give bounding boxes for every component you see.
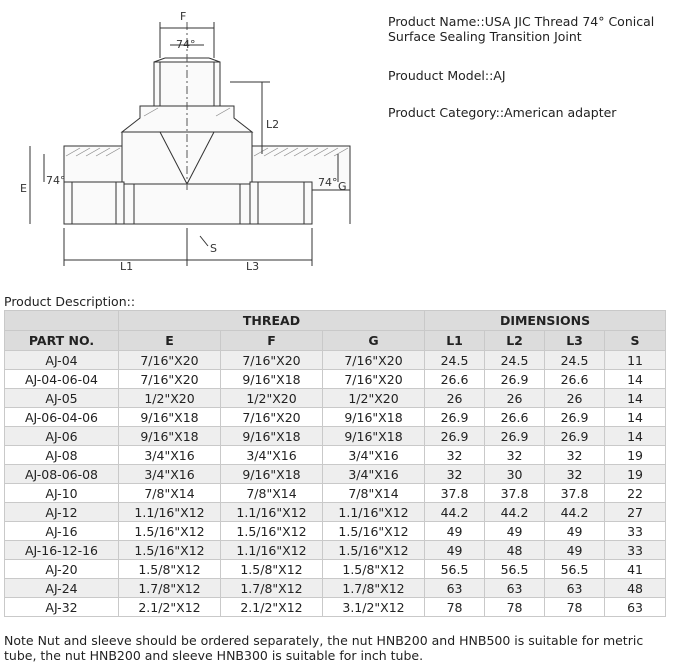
table-cell: AJ-04-06-04 bbox=[5, 370, 119, 389]
table-cell: 63 bbox=[605, 598, 666, 617]
table-cell: 7/8"X14 bbox=[119, 484, 221, 503]
table-cell: 27 bbox=[605, 503, 666, 522]
table-cell: 1.5/16"X12 bbox=[119, 541, 221, 560]
dim-g-label: G bbox=[338, 180, 347, 193]
table-cell: 49 bbox=[425, 541, 485, 560]
table-cell: 48 bbox=[605, 579, 666, 598]
table-cell: 3/4"X16 bbox=[323, 465, 425, 484]
table-row bbox=[5, 370, 666, 389]
table-row bbox=[5, 427, 666, 446]
table-cell: 26.9 bbox=[545, 427, 605, 446]
table-cell: 14 bbox=[605, 408, 666, 427]
table-cell: 9/16"X18 bbox=[221, 465, 323, 484]
product-name-line1: Product Name::USA JIC Thread 74° Conical bbox=[388, 14, 655, 29]
table-cell: 9/16"X18 bbox=[323, 408, 425, 427]
column-header-row bbox=[5, 331, 666, 351]
table-cell: 7/16"X20 bbox=[119, 351, 221, 370]
table-cell: 63 bbox=[425, 579, 485, 598]
table-cell: 44.2 bbox=[485, 503, 545, 522]
table-cell: 32 bbox=[425, 446, 485, 465]
column-header: E bbox=[119, 331, 221, 351]
table-cell: 3.1/2"X12 bbox=[323, 598, 425, 617]
table-cell: 78 bbox=[545, 598, 605, 617]
table-cell: 32 bbox=[425, 465, 485, 484]
ordering-note: Note Nut and sleeve should be ordered separately, the nut HNB200 and HNB500 is suitable for metric tube, the nut HNB200 and sleeve HNB300 is suitable for inch tube. bbox=[4, 633, 644, 663]
table-cell: 7/16"X20 bbox=[323, 351, 425, 370]
table-cell: 33 bbox=[605, 541, 666, 560]
table-cell: 26.6 bbox=[425, 370, 485, 389]
table-cell: 49 bbox=[485, 522, 545, 541]
table-cell: 26 bbox=[425, 389, 485, 408]
fitting-technical-drawing bbox=[0, 0, 372, 290]
table-cell: AJ-06 bbox=[5, 427, 119, 446]
product-model: Prouduct Model::AJ bbox=[388, 68, 506, 83]
angle-left-label: 74° bbox=[46, 174, 66, 187]
table-cell: 26.9 bbox=[425, 408, 485, 427]
table-cell: AJ-05 bbox=[5, 389, 119, 408]
spec-table bbox=[4, 310, 666, 617]
table-cell: 26.9 bbox=[545, 408, 605, 427]
table-cell: 63 bbox=[545, 579, 605, 598]
table-cell: 32 bbox=[545, 446, 605, 465]
table-cell: 1.1/16"X12 bbox=[119, 503, 221, 522]
table-cell: 26.9 bbox=[425, 427, 485, 446]
table-cell: AJ-24 bbox=[5, 579, 119, 598]
table-cell: 78 bbox=[425, 598, 485, 617]
table-cell: 14 bbox=[605, 427, 666, 446]
table-cell: 19 bbox=[605, 465, 666, 484]
table-cell: 1.5/8"X12 bbox=[323, 560, 425, 579]
angle-top-label: 74° bbox=[176, 38, 196, 51]
table-cell: 11 bbox=[605, 351, 666, 370]
table-cell: 26.6 bbox=[485, 408, 545, 427]
column-header: L3 bbox=[545, 331, 605, 351]
dim-l2-label: L2 bbox=[266, 118, 280, 131]
table-cell: 9/16"X18 bbox=[221, 427, 323, 446]
table-cell: 1/2"X20 bbox=[323, 389, 425, 408]
table-cell: 1.7/8"X12 bbox=[323, 579, 425, 598]
table-cell: 1.5/16"X12 bbox=[221, 522, 323, 541]
table-cell: 1.7/8"X12 bbox=[119, 579, 221, 598]
column-header: S bbox=[605, 331, 666, 351]
table-cell: AJ-12 bbox=[5, 503, 119, 522]
product-description-label: Product Description:: bbox=[4, 294, 136, 309]
table-cell: 49 bbox=[545, 522, 605, 541]
table-cell: 1.7/8"X12 bbox=[221, 579, 323, 598]
table-cell: 78 bbox=[485, 598, 545, 617]
table-cell: 1.5/16"X12 bbox=[323, 522, 425, 541]
table-cell: 3/4"X16 bbox=[323, 446, 425, 465]
table-cell: 32 bbox=[545, 465, 605, 484]
table-cell: 56.5 bbox=[545, 560, 605, 579]
table-cell: 9/16"X18 bbox=[119, 408, 221, 427]
angle-right-label: 74° bbox=[318, 176, 338, 189]
table-cell: 7/16"X20 bbox=[119, 370, 221, 389]
table-cell: AJ-16 bbox=[5, 522, 119, 541]
table-cell: 14 bbox=[605, 389, 666, 408]
table-cell: 1.5/8"X12 bbox=[119, 560, 221, 579]
dim-l1-label: L1 bbox=[120, 260, 134, 273]
table-cell: 3/4"X16 bbox=[119, 465, 221, 484]
product-name-line2: Surface Sealing Transition Joint bbox=[388, 29, 582, 44]
table-cell: 7/8"X14 bbox=[221, 484, 323, 503]
table-cell: 7/16"X20 bbox=[323, 370, 425, 389]
table-cell: 37.8 bbox=[485, 484, 545, 503]
table-cell: 41 bbox=[605, 560, 666, 579]
column-header: L2 bbox=[485, 331, 545, 351]
table-cell: 49 bbox=[425, 522, 485, 541]
table-cell: 26 bbox=[545, 389, 605, 408]
table-row bbox=[5, 541, 666, 560]
table-row bbox=[5, 351, 666, 370]
table-cell: 24.5 bbox=[545, 351, 605, 370]
table-row bbox=[5, 446, 666, 465]
table-cell: 32 bbox=[485, 446, 545, 465]
table-cell: 30 bbox=[485, 465, 545, 484]
table-row bbox=[5, 484, 666, 503]
column-header: PART NO. bbox=[5, 331, 119, 351]
table-cell: 7/16"X20 bbox=[221, 351, 323, 370]
table-cell: 37.8 bbox=[425, 484, 485, 503]
table-cell: 26.6 bbox=[545, 370, 605, 389]
table-cell: 1/2"X20 bbox=[221, 389, 323, 408]
table-cell: 24.5 bbox=[425, 351, 485, 370]
table-cell: 48 bbox=[485, 541, 545, 560]
table-cell: 1.5/8"X12 bbox=[221, 560, 323, 579]
table-row bbox=[5, 579, 666, 598]
table-cell: 2.1/2"X12 bbox=[221, 598, 323, 617]
table-cell: 1.1/16"X12 bbox=[221, 541, 323, 560]
table-cell: 26.9 bbox=[485, 370, 545, 389]
table-cell: AJ-32 bbox=[5, 598, 119, 617]
column-header: G bbox=[323, 331, 425, 351]
table-cell: 9/16"X18 bbox=[221, 370, 323, 389]
table-cell: 33 bbox=[605, 522, 666, 541]
table-cell: 7/16"X20 bbox=[221, 408, 323, 427]
table-cell: 22 bbox=[605, 484, 666, 503]
product-category: Product Category::American adapter bbox=[388, 105, 617, 120]
table-cell: AJ-10 bbox=[5, 484, 119, 503]
table-row bbox=[5, 598, 666, 617]
table-cell: 44.2 bbox=[545, 503, 605, 522]
table-cell: 1/2"X20 bbox=[119, 389, 221, 408]
table-row bbox=[5, 503, 666, 522]
column-header: L1 bbox=[425, 331, 485, 351]
spec-table-body bbox=[5, 351, 666, 617]
table-row bbox=[5, 560, 666, 579]
table-cell: 3/4"X16 bbox=[119, 446, 221, 465]
dim-l3-label: L3 bbox=[246, 260, 260, 273]
column-header: F bbox=[221, 331, 323, 351]
fitting-drawing-svg bbox=[0, 0, 372, 290]
table-cell: 14 bbox=[605, 370, 666, 389]
table-cell: 3/4"X16 bbox=[221, 446, 323, 465]
table-cell: 9/16"X18 bbox=[119, 427, 221, 446]
table-cell: AJ-16-12-16 bbox=[5, 541, 119, 560]
group-header-row bbox=[5, 311, 666, 331]
table-cell: 2.1/2"X12 bbox=[119, 598, 221, 617]
table-cell: AJ-08 bbox=[5, 446, 119, 465]
table-cell: 1.5/16"X12 bbox=[119, 522, 221, 541]
table-cell: 56.5 bbox=[485, 560, 545, 579]
table-row bbox=[5, 389, 666, 408]
table-cell: 1.1/16"X12 bbox=[221, 503, 323, 522]
table-cell: AJ-08-06-08 bbox=[5, 465, 119, 484]
group-header-blank bbox=[5, 311, 119, 331]
dim-f-label: F bbox=[180, 10, 187, 23]
group-header-dimensions: DIMENSIONS bbox=[425, 311, 666, 331]
table-cell: 56.5 bbox=[425, 560, 485, 579]
table-cell: 1.5/16"X12 bbox=[323, 541, 425, 560]
table-cell: AJ-06-04-06 bbox=[5, 408, 119, 427]
table-cell: 7/8"X14 bbox=[323, 484, 425, 503]
table-cell: 63 bbox=[485, 579, 545, 598]
table-row bbox=[5, 408, 666, 427]
group-header-thread: THREAD bbox=[119, 311, 425, 331]
table-cell: 9/16"X18 bbox=[323, 427, 425, 446]
table-row bbox=[5, 522, 666, 541]
dim-e-label: E bbox=[20, 182, 27, 195]
table-cell: AJ-04 bbox=[5, 351, 119, 370]
table-cell: 49 bbox=[545, 541, 605, 560]
table-cell: AJ-20 bbox=[5, 560, 119, 579]
table-cell: 24.5 bbox=[485, 351, 545, 370]
table-cell: 44.2 bbox=[425, 503, 485, 522]
table-cell: 26 bbox=[485, 389, 545, 408]
dim-s-label: S bbox=[210, 242, 217, 255]
table-row bbox=[5, 465, 666, 484]
table-cell: 19 bbox=[605, 446, 666, 465]
table-cell: 37.8 bbox=[545, 484, 605, 503]
table-cell: 1.1/16"X12 bbox=[323, 503, 425, 522]
table-cell: 26.9 bbox=[485, 427, 545, 446]
